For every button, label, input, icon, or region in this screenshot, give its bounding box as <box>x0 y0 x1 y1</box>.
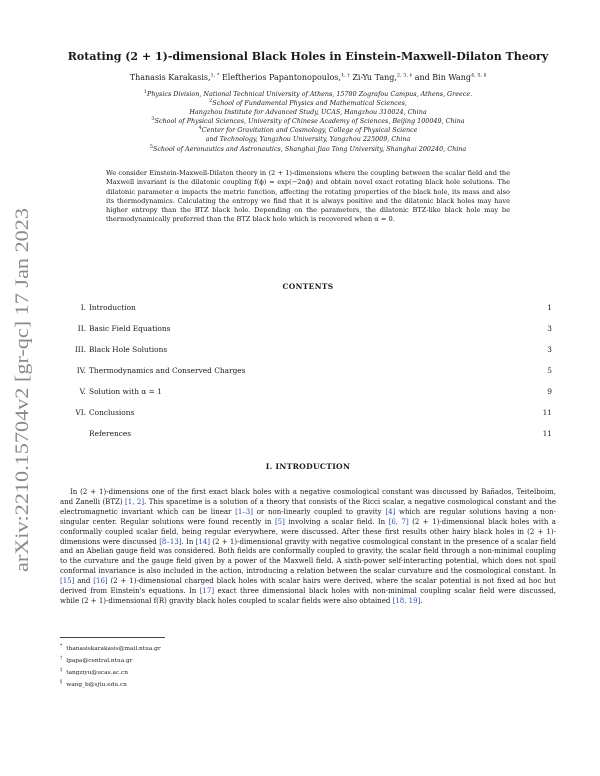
author-4: and Bin Wang$^{4, 5, \S}$ <box>414 72 487 82</box>
intro-text: which are regular solutions having a non-singular center. Regular solutions were found recently in <box>60 507 556 526</box>
section-heading: I. INTRODUCTION <box>265 462 351 471</box>
affiliation: $^4$Center for Gravitation and Cosmology, College of Physical Science <box>198 125 418 135</box>
intro-text: In (2 + 1)-dimensions one of the first exact black holes with a negative cosmological constant was discussed by Bañados, Teitelboim, and Zanelli (BTZ) <box>60 488 556 506</box>
intro-text: and <box>74 577 94 586</box>
affiliation: $^5$School of Aeronautics and Astronautics, Shanghai Jiao Tong University, Shanghai 200240, China <box>149 144 467 154</box>
intro-text: exact three dimensional black holes with non-minimal coupling scalar field were discussed, while (2 + 1)-dimensional f(R) gravity black holes coupled to scalar fields were also obtained <box>60 587 556 605</box>
footnote-rule <box>60 637 165 638</box>
footnote: ‡ tangziyu@ucas.ac.cn <box>60 668 128 676</box>
citation-link[interactable]: [1–3] <box>235 507 253 516</box>
toc-entry[interactable]: V. Solution with α = 1 9 <box>79 387 552 396</box>
footnote: * thanasiskarakasis@mail.ntua.gr <box>60 644 161 652</box>
intro-text: or non-linearly coupled to gravity <box>252 507 386 516</box>
author-3: Zi-Yu Tang,$^{2, 3, \ddagger}$ <box>352 72 413 82</box>
intro-text: . This spacetime is a solution of a theory that consists of the Ricci scalar, a negative cosmological constant and the electromagnetic invariant which can be linear <box>60 497 556 516</box>
toc-entry[interactable]: III. Black Hole Solutions 3 <box>74 345 552 354</box>
toc-entry[interactable]: VI. Conclusions 11 <box>75 408 552 417</box>
arxiv-stamp <box>6 200 36 580</box>
affiliation: and Technology, Yangzhou University, Yangzhou 225009, China <box>205 135 411 144</box>
toc-entry[interactable]: I. Introduction 1 <box>80 303 552 312</box>
intro-text: (2 + 1)-dimensional charged black holes with scalar hairs were derived, where the scalar potential is not fixed ad hoc but derived from Einstein's equations. In <box>60 577 556 596</box>
affiliation: $^3$School of Physical Sciences, University of Chinese Academy of Sciences, Beijing 100049, China <box>151 116 465 126</box>
intro-text: (2 + 1)-dimensional gravity with negative cosmological constant in the presence of a scalar field and an Abelian gauge field was considered. Both fields are conformally coupled to gravity, the scalar field through a non-minimal coupling to the curvature and the gauge field given by a power of the Maxwell field. A sixth-power self-interacting potential, which does not spoil conformal invariance is also included in the action, introducing a relation between the scalar curvature and the cosmological constant. In <box>60 537 556 576</box>
citation-link[interactable]: [8–13] <box>159 537 182 546</box>
citation-link[interactable]: [5] <box>274 517 285 526</box>
contents-heading: CONTENTS <box>282 282 334 291</box>
footnote: † lpapa@central.ntua.gr <box>60 656 133 664</box>
abstract: We consider Einstein-Maxwell-Dilaton theory in (2 + 1)-dimensions where the coupling between the scalar field and the Maxwell invariant is the dilatonic coupling f(ϕ) = exp(−2αϕ) and obtain novel exact rotating black hole solutions. The dilatonic parameter α impacts the metric function, affecting the rotating properties of the black hole, its mass and also its thermodynamics. Calculating the entropy we find that it is always positive and the dilatonic black holes may have higher entropy than the BTZ black hole. Depending on the parameters, the dilatonic BTZ-like black hole may be thermodynamically preferred than the BTZ black hole which is recovered when α = 0. <box>106 169 510 224</box>
paper-title: Rotating (2 + 1)-dimensional Black Holes in Einstein-Maxwell-Dilaton Theory <box>67 50 549 63</box>
arxiv-stamp-text: arXiv:2210.15704v2 [gr-qc] 17 Jan 2023 <box>12 260 33 572</box>
author-2: Eleftherios Papantonopoulos,$^{1, \dagger}$ <box>221 72 350 82</box>
citation-link[interactable]: [16] <box>93 577 108 586</box>
citation-link[interactable]: [17] <box>199 587 215 596</box>
toc-entry[interactable]: II. Basic Field Equations 3 <box>77 324 552 333</box>
citation-link[interactable]: [1, 2] <box>125 497 145 506</box>
citation-link[interactable]: [6, 7] <box>388 517 409 526</box>
citation-link[interactable]: [18, 19] <box>392 596 421 605</box>
citation-link[interactable]: [14] <box>195 537 210 546</box>
citation-link[interactable]: [4] <box>385 507 396 516</box>
affiliation: Hangzhou Institute for Advanced Study, UCAS, Hangzhou 310024, China <box>189 108 427 117</box>
footnote: § wang_b@sjtu.edu.cn <box>60 680 127 688</box>
author-list <box>60 72 556 82</box>
intro-text: . In <box>181 537 196 546</box>
author-1: Thanasis Karakasis,$^{1, *}$ <box>129 72 220 82</box>
intro-text: (2 + 1)-dimensional black holes with a conformally coupled scalar field, being regular everywhere, were discussed. After these first results other hairy black holes in (2 + 1)-dimensions were discussed <box>60 517 556 546</box>
intro-text: . <box>420 596 423 605</box>
citation-link[interactable]: [15] <box>60 577 75 586</box>
affiliation: $^2$School of Fundamental Physics and Mathematical Sciences, <box>209 98 407 108</box>
intro-text: involving a scalar field. In <box>284 517 389 526</box>
footnotes <box>60 642 360 690</box>
intro-paragraph <box>60 488 556 607</box>
toc-entry[interactable]: References 11 <box>89 429 552 438</box>
toc-entry[interactable]: IV. Thermodynamics and Conserved Charges 5 <box>76 366 552 375</box>
affiliation: $^1$Physics Division, National Technical University of Athens, 15780 Zografou Campus, Athens, Greece. <box>143 89 473 99</box>
